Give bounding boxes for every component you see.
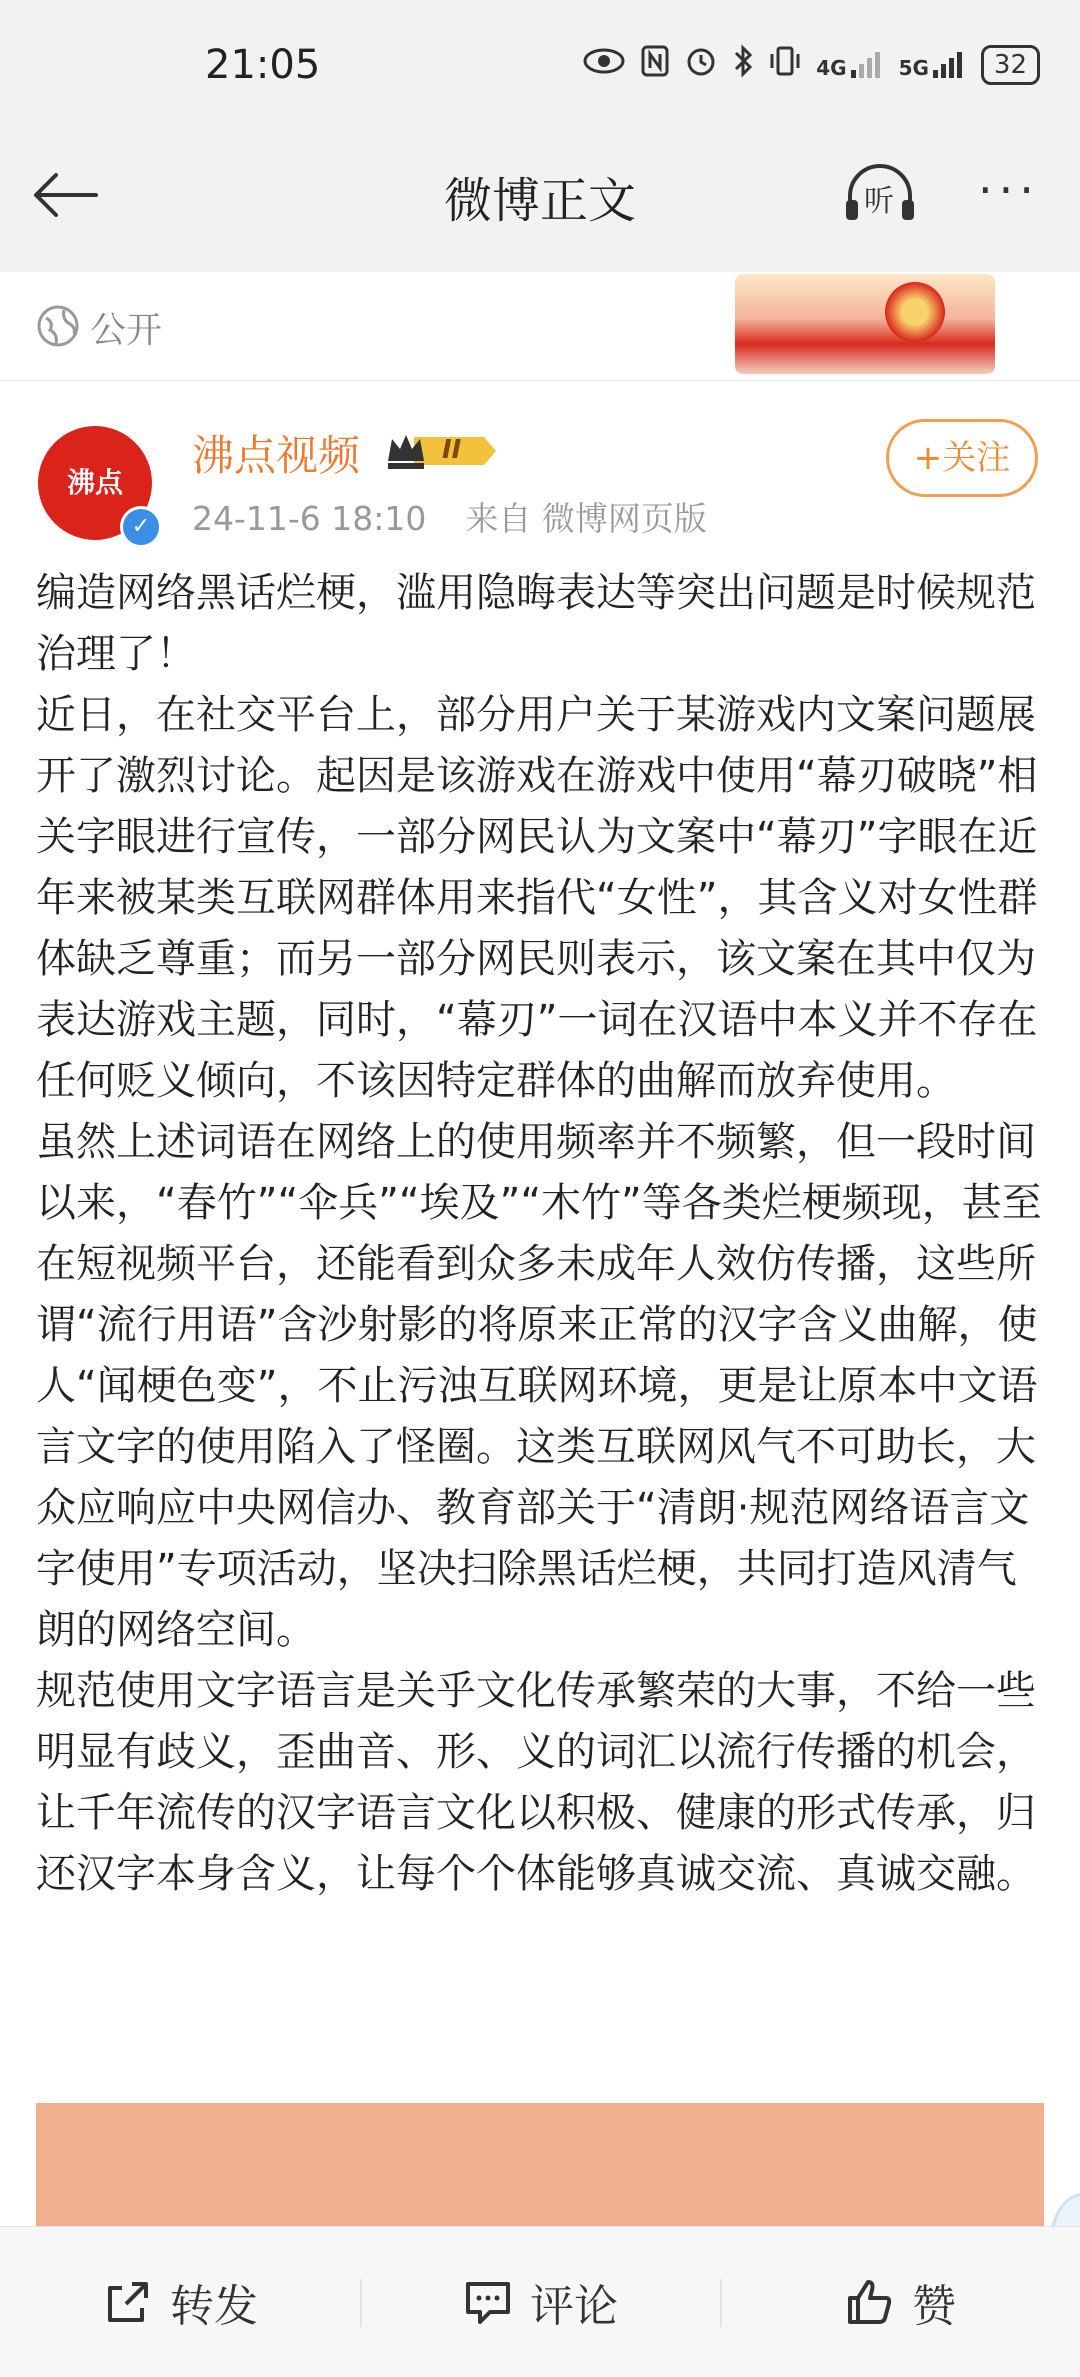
listen-button[interactable] xyxy=(842,162,918,228)
vibrate-icon xyxy=(768,44,802,86)
alarm-icon xyxy=(684,44,718,86)
listen-label: 听 xyxy=(864,184,894,219)
nav-bar xyxy=(0,140,1080,250)
avatar[interactable]: 沸点 xyxy=(38,426,152,540)
signal-5g-icon xyxy=(899,50,967,80)
post-paragraph: 编造网络黑话烂梗，滥用隐晦表达等突出问题是时候规范治理了！ xyxy=(36,570,1036,677)
vip-level: II xyxy=(442,435,462,465)
page-title: 微博正文 xyxy=(443,173,636,229)
visibility-bar xyxy=(0,272,1080,381)
floating-assistant-icon[interactable] xyxy=(1050,2193,1080,2226)
repost-button[interactable] xyxy=(0,2227,360,2377)
post-meta xyxy=(192,493,707,540)
battery-icon: 32 xyxy=(981,45,1040,85)
comment-label: 评论 xyxy=(530,2281,618,2332)
comment-button[interactable] xyxy=(360,2227,720,2377)
vip-badge-icon xyxy=(384,429,500,473)
like-label: 赞 xyxy=(912,2281,956,2332)
like-button[interactable] xyxy=(720,2227,1080,2377)
author-name[interactable]: 沸点视频 xyxy=(192,431,361,480)
status-bar xyxy=(0,0,1080,140)
verified-badge-icon: ✓ xyxy=(120,506,162,548)
share-icon xyxy=(102,2276,154,2328)
thumbs-up-icon xyxy=(844,2276,896,2328)
post-source[interactable]: 来自 微博网页版 xyxy=(465,499,707,538)
comment-icon xyxy=(462,2276,514,2328)
post-paragraph: 虽然上述词语在网络上的使用频率并不频繁，但一段时间以来，“春竹”“伞兵”“埃及”“木竹”等各类烂梗频现，甚至在短视频平台，还能看到众多未成年人效仿传播，这些所谓“流行用语”含沙射影的将原来正常的汉字含义曲解，使人“闻梗色变”，不止污浊互联网环境，更是让原本中文语言文字的使用陷入了怪圈。这类互联网风气不可助长，大众应响应中央网信办、教育部关于“清朗·规范网络语言文字使用”专项活动，坚决扫除黑话烂梗，共同打造风清气朗的网络空间。 xyxy=(36,1119,1042,1653)
network-5g-label: 5G xyxy=(898,56,929,80)
status-time: 21:05 xyxy=(205,42,321,88)
post-paragraph: 近日，在社交平台上，部分用户关于某游戏内文案问题展开了激烈讨论。起因是该游戏在游戏中使用“幕刃破晓”相关字眼进行宣传，一部分网民认为文案中“幕刃”字眼在近年来被某类互联网群体用来指代“女性”，其含义对女性群体缺乏尊重；而另一部分网民则表示，该文案在其中仅为表达游戏主题，同时，“幕刃”一词在汉语中本义并不存在任何贬义倾向，不该因特定群体的曲解而放弃使用。 xyxy=(36,692,1038,1104)
bluetooth-icon xyxy=(732,44,754,86)
follow-button[interactable]: +关注 xyxy=(886,419,1038,497)
decorative-banner xyxy=(735,274,995,374)
status-icons xyxy=(582,44,1040,86)
eye-icon xyxy=(582,46,626,84)
repost-label: 转发 xyxy=(170,2281,258,2332)
bottom-action-bar xyxy=(0,2226,1080,2377)
signal-4g-icon xyxy=(816,50,884,80)
visibility-label: 公开 xyxy=(90,310,163,351)
globe-icon xyxy=(36,304,80,348)
emblem-icon xyxy=(885,282,945,342)
post-card xyxy=(0,381,1080,2226)
post-timestamp: 24-11-6 18:10 xyxy=(192,499,427,538)
more-options-button[interactable]: ··· xyxy=(978,163,1040,217)
post-image[interactable] xyxy=(36,2103,1044,2226)
nfc-icon xyxy=(640,44,670,86)
post-paragraph: 规范使用文字语言是关乎文化传承繁荣的大事，不给一些明显有歧义，歪曲音、形、义的词汇以流行传播的机会，让千年流传的汉字语言文化以积极、健康的形式传承，归还汉字本身含义，让每个个体能够真诚交流、真诚交融。 xyxy=(36,1668,1036,1897)
post-body xyxy=(36,563,1046,1905)
network-4g-label: 4G xyxy=(816,56,847,80)
